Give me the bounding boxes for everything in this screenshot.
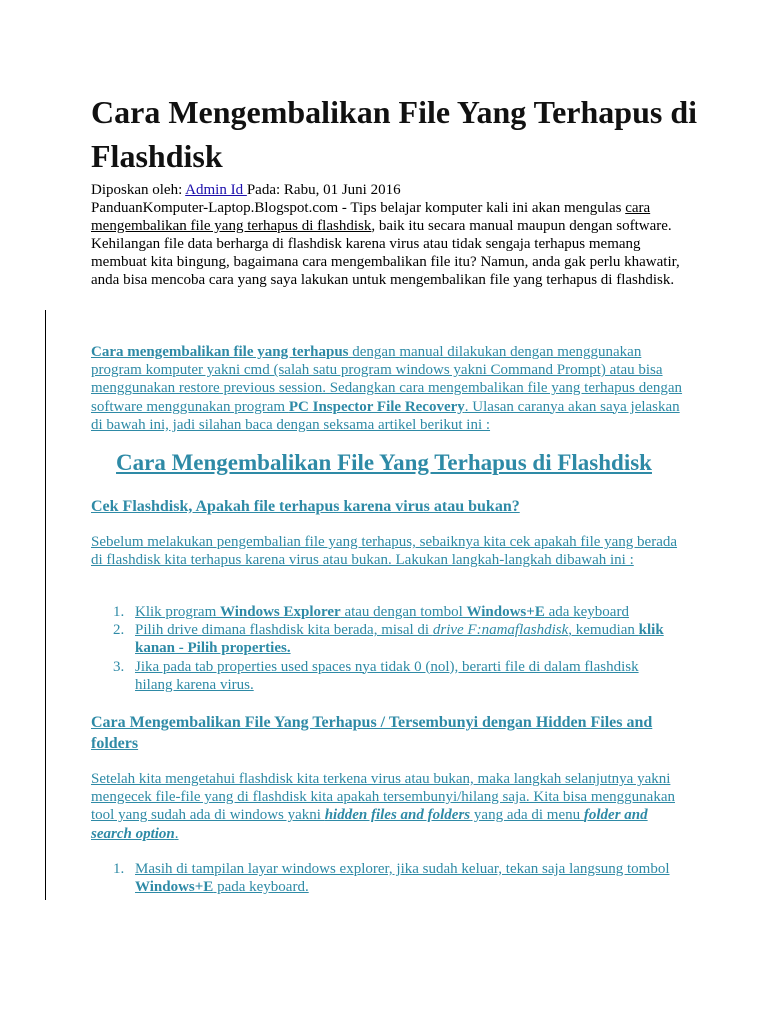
list-text: , kemudian [568,622,639,639]
steps-list-2 [113,860,683,896]
list-text: Klik program [135,604,220,620]
para3-bold-italic-2: folder and search option [91,807,648,842]
list-text: atau dengan tombol [340,604,467,620]
post-date: Pada: Rabu, 01 Juni 2016 [246,182,401,198]
para1-text-2: . Ulasan caranya akan saya jelaskan di bawah ini, jadi silahan baca dengan seksama artikel berikut ini : [91,398,680,433]
list-bold: Windows+E [135,879,214,896]
list-text: pada keyboard. [213,879,309,896]
margin-line [45,310,46,900]
page-title: Cara Mengembalikan File Yang Terhapus di Flashdisk [91,94,698,174]
list-number: 1. [113,604,125,620]
para3-text-3: . [174,825,179,842]
list-bold: Windows Explorer [219,604,341,620]
steps-list-1 [113,603,673,694]
para3-text-2: yang ada di menu [470,807,584,824]
paragraph-1 [91,343,691,434]
list-text: ada keyboard [544,604,629,620]
intro-text-2: , baik itu secara manual maupun dengan software. Kehilangan file data berharga di flashdisk karena virus atau tidak sengaja terhapus memang membuat kita bingung, bagaimana cara mengembalikan file itu? Namun, anda gak perlu khawatir, anda bisa mencoba cara yang saya lakukan untuk mengembalikan file yang terhapus di flashdisk. [91,218,680,288]
posted-by-label: Diposkan oleh: [91,182,186,198]
heading-hidden-files: Cara Mengembalikan File Yang Terhapus / Tersembunyi dengan Hidden Files and folders [91,714,653,752]
list-item [113,603,673,621]
paragraph-2: Sebelum melakukan pengembalian file yang terhapus, sebaiknya kita cek apakah file yang berada di flashdisk kita terhapus karena virus atau bukan. Lakukan langkah-langkah dibawah ini : [91,534,678,569]
intro-text-1: PanduanKomputer-Laptop.Blogspot.com - Tips belajar komputer kali ini akan mengulas [91,200,626,216]
heading-check-flashdisk: Cek Flashdisk, Apakah file terhapus karena virus atau bukan? [91,498,520,515]
section-title: Cara Mengembalikan File Yang Terhapus di Flashdisk [116,450,652,475]
list-italic: drive F:namaflashdisk [432,622,569,639]
author-link[interactable]: Admin Id [185,182,247,198]
list-bold: Windows+E [466,604,545,620]
para1-text-1: dengan manual dilakukan dengan menggunakan program komputer yakni cmd (salah satu program windows yakni Command Prompt) atau bisa menggunakan restore previous session. Sedangkan cara mengembalikan file yang terhapus dengan software menggunakan program [91,344,683,415]
list-bold: klik kanan - Pilih properties. [135,622,664,657]
list-text: Pilih drive dimana flashdisk kita berada, misal di [135,622,433,639]
para1-bold-1: Cara mengembalikan file yang terhapus [91,344,349,360]
intro-link[interactable]: cara mengembalikan file yang terhapus di flashdisk [91,200,651,234]
list-item [113,658,673,694]
list-number: 1. [113,861,125,877]
para3-text-1: Setelah kita mengetahui flashdisk kita terkena virus atau bukan, maka langkah selanjutnya yakni mengecek file-file yang di flashdisk kita apakah tersembunyi/hilang saja. Kita bisa menggunakan tool yang sudah ada di windows yakni [91,771,675,824]
list-item [113,860,683,896]
post-meta [91,181,691,199]
para3-bold-italic-1: hidden files and folders [324,807,471,824]
list-number: 3. [113,658,125,675]
para1-bold-2: PC Inspector File Recovery [288,398,465,415]
list-text: Jika pada tab properties used spaces nya tidak 0 (nol), berarti file di dalam flashdisk hilang karena virus. [135,658,639,693]
paragraph-3 [91,770,691,843]
list-item [113,621,673,657]
list-number: 2. [113,622,125,639]
list-text: Masih di tampilan layar windows explorer, jika sudah keluar, tekan saja langsung tombol [135,861,670,877]
intro-paragraph [91,199,691,289]
